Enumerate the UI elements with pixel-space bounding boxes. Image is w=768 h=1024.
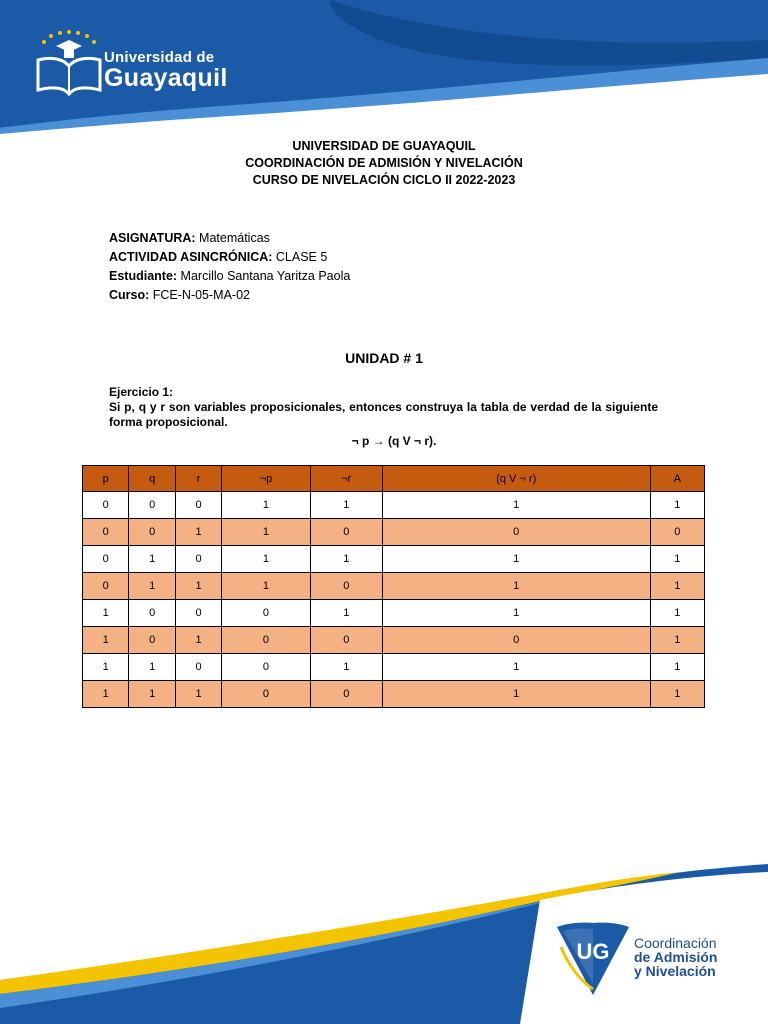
footer-coordination-name (634, 936, 718, 978)
ug-crest-icon (553, 917, 633, 997)
asignatura-value: Matemáticas (195, 231, 270, 245)
table-cell: 0 (83, 573, 129, 600)
estudiante-value: Marcillo Santana Yaritza Paola (177, 269, 351, 283)
table-cell: 1 (650, 627, 704, 654)
table-row (83, 573, 705, 600)
table-cell: 0 (83, 492, 129, 519)
course-info (109, 229, 350, 305)
curso-label: Curso: (109, 288, 150, 302)
logo-line1: Universidad de (104, 49, 215, 66)
table-cell: 1 (83, 627, 129, 654)
title-line3: CURSO DE NIVELACIÓN CICLO II 2022-2023 (252, 173, 516, 187)
table-cell: 0 (129, 627, 175, 654)
table-cell: 1 (310, 492, 382, 519)
table-cell: 0 (175, 546, 221, 573)
table-header-cell: ¬p (222, 466, 310, 492)
table-row (83, 519, 705, 546)
table-header-row (83, 466, 705, 492)
table-cell: 1 (382, 654, 650, 681)
footer-line1: Coordinación (634, 935, 717, 951)
table-cell: 1 (382, 546, 650, 573)
table-cell: 1 (222, 492, 310, 519)
estudiante-label: Estudiante: (109, 269, 178, 283)
table-cell: 1 (310, 654, 382, 681)
table-cell: 1 (650, 681, 704, 708)
exercise-formula: ¬ p → (q V ¬ r). (351, 434, 437, 448)
estudiante-row (109, 267, 350, 286)
table-cell: 1 (382, 492, 650, 519)
table-header-cell: r (175, 466, 221, 492)
table-cell: 1 (175, 627, 221, 654)
exercise-text: Si p, q y r son variables proposicionales, entonces construya la tabla de verdad de la siguiente forma proposicional. (109, 400, 658, 429)
university-name (104, 50, 228, 91)
table-cell: 1 (382, 681, 650, 708)
table-cell: 1 (222, 519, 310, 546)
table-cell: 1 (650, 573, 704, 600)
table-cell: 0 (382, 627, 650, 654)
table-cell: 1 (310, 546, 382, 573)
table-cell: 1 (83, 654, 129, 681)
table-header-cell: (q V ¬ r) (382, 466, 650, 492)
university-crest-icon (34, 30, 104, 98)
table-cell: 0 (310, 627, 382, 654)
table-cell: 0 (175, 654, 221, 681)
table-cell: 0 (175, 600, 221, 627)
table-cell: 0 (222, 600, 310, 627)
table-cell: 1 (382, 600, 650, 627)
table-cell: 0 (129, 492, 175, 519)
table-row (83, 627, 705, 654)
table-cell: 1 (129, 654, 175, 681)
table-cell: 0 (83, 519, 129, 546)
table-cell: 0 (222, 654, 310, 681)
table-cell: 1 (222, 546, 310, 573)
truth-table (82, 465, 705, 708)
table-cell: 0 (382, 519, 650, 546)
table-header-cell: q (129, 466, 175, 492)
asignatura-row (109, 229, 350, 248)
exercise-title: Ejercicio 1: (109, 385, 174, 399)
table-cell: 0 (83, 546, 129, 573)
table-cell: 0 (650, 519, 704, 546)
table-cell: 1 (222, 573, 310, 600)
title-line2: COORDINACIÓN DE ADMISIÓN Y NIVELACIÓN (245, 156, 523, 170)
table-cell: 1 (650, 492, 704, 519)
curso-value: FCE-N-05-MA-02 (149, 288, 250, 302)
table-row (83, 546, 705, 573)
table-row (83, 681, 705, 708)
table-cell: 0 (222, 627, 310, 654)
table-header-cell: p (83, 466, 129, 492)
footer-line3: y Nivelación (634, 963, 716, 979)
exercise-block (109, 385, 658, 430)
table-cell: 1 (382, 573, 650, 600)
table-cell: 0 (310, 573, 382, 600)
table-cell: 1 (650, 546, 704, 573)
table-cell: 0 (310, 519, 382, 546)
table-row (83, 492, 705, 519)
table-cell: 1 (129, 573, 175, 600)
unit-heading: UNIDAD # 1 (345, 350, 423, 366)
table-header-cell: A (650, 466, 704, 492)
title-line1: UNIVERSIDAD DE GUAYAQUIL (292, 139, 476, 153)
table-cell: 0 (222, 681, 310, 708)
table-row (83, 654, 705, 681)
document-title (0, 138, 768, 189)
table-cell: 0 (129, 519, 175, 546)
table-header-cell: ¬r (310, 466, 382, 492)
table-cell: 1 (175, 519, 221, 546)
table-cell: 0 (310, 681, 382, 708)
table-cell: 0 (129, 600, 175, 627)
table-cell: 1 (175, 681, 221, 708)
curso-row (109, 286, 350, 305)
table-cell: 1 (83, 681, 129, 708)
actividad-label: ACTIVIDAD ASINCRÓNICA: (109, 250, 273, 264)
table-row (83, 600, 705, 627)
table-cell: 1 (129, 546, 175, 573)
actividad-row (109, 248, 350, 267)
footer-line2: de Admisión (634, 949, 718, 965)
logo-line2: Guayaquil (104, 64, 228, 92)
table-cell: 1 (129, 681, 175, 708)
actividad-value: CLASE 5 (272, 250, 328, 264)
asignatura-label: ASIGNATURA: (109, 231, 196, 245)
table-cell: 1 (83, 600, 129, 627)
table-cell: 1 (310, 600, 382, 627)
table-cell: 1 (175, 573, 221, 600)
svg-text:UG: UG (576, 939, 610, 964)
table-cell: 0 (175, 492, 221, 519)
table-cell: 1 (650, 654, 704, 681)
table-cell: 1 (650, 600, 704, 627)
